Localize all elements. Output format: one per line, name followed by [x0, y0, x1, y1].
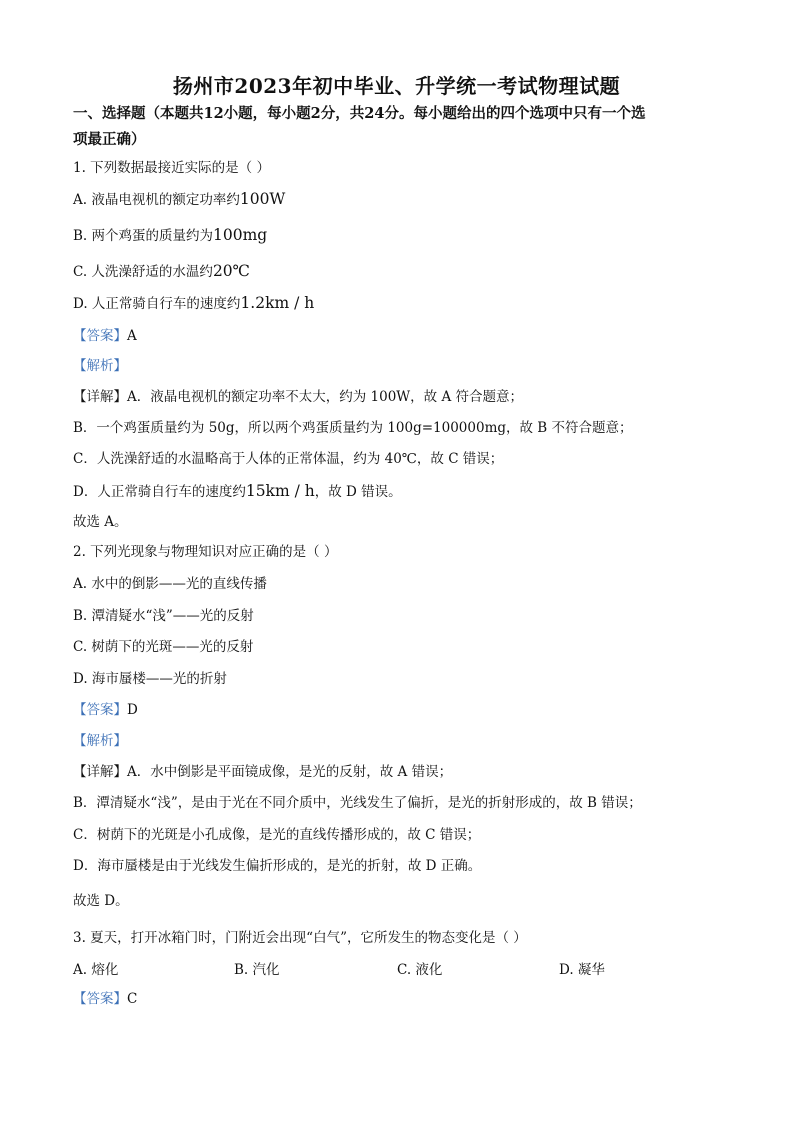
q1-option-b-text: B. 两个鸡蛋的质量约为 [73, 228, 214, 244]
q2-detail-a-text: A．水中倒影是平面镜成像，是光的反射，故 A 错误； [127, 764, 453, 780]
q3-option-a: A. 熔化 [73, 962, 119, 978]
section-heading-line2: 项最正确） [73, 131, 146, 148]
q1-detail-c: C．人洗澡舒适的水温略高于人体的正常体温，约为 40℃，故 C 错误； [73, 451, 504, 467]
q1-detail-tag: 【详解】 [73, 389, 127, 405]
q1-option-d-text: D. 人正常骑自行车的速度约 [73, 296, 241, 312]
q2-answer-tag: 【答案】 [73, 702, 127, 718]
q1-option-d [73, 293, 314, 314]
q3-answer-tag: 【答案】 [73, 991, 127, 1007]
q1-option-a-text: A. 液晶电视机的额定功率约 [73, 192, 240, 208]
section-heading-line1: 一、选择题（本题共12小题，每小题2分，共24分。每小题给出的四个选项中只有一个选 [73, 105, 646, 122]
q3-options [73, 958, 773, 978]
q1-answer-tag: 【答案】 [73, 328, 127, 344]
q1-answer-value: A [127, 328, 137, 344]
q3-answer [73, 989, 137, 1009]
q3-answer-value: C [127, 991, 138, 1007]
q1-detail-a [73, 387, 523, 407]
q2-stem: 2. 下列光现象与物理知识对应正确的是（ ） [73, 544, 338, 560]
q1-answer [73, 326, 137, 346]
q1-option-b-value: 100mg [213, 226, 268, 244]
q2-option-d: D. 海市蜃楼——光的折射 [73, 671, 227, 687]
q2-option-a: A. 水中的倒影——光的直线传播 [73, 576, 267, 592]
q1-detail-d-value: 15km / h [245, 482, 315, 500]
q1-option-a-value: 100W [239, 190, 286, 208]
q1-option-c [73, 261, 250, 282]
q1-conclusion: 故选 A。 [73, 514, 128, 530]
q2-option-c: C. 树荫下的光斑——光的反射 [73, 639, 254, 655]
q1-option-d-value: 1.2km / h [240, 294, 315, 312]
q1-detail-a-text: A．液晶电视机的额定功率不太大，约为 100W，故 A 符合题意； [127, 389, 524, 405]
q2-option-b: B. 潭清疑水“浅”——光的反射 [73, 608, 254, 624]
q1-analysis-tag: 【解析】 [73, 358, 127, 374]
q1-option-a [73, 189, 285, 210]
q2-detail-a [73, 762, 452, 782]
q1-detail-d [73, 481, 402, 502]
q1-detail-b: B．一个鸡蛋质量约为 50g，所以两个鸡蛋质量约为 100g=100000mg，故 B 不符合题意； [73, 420, 633, 436]
q1-detail-d-pre: D．人正常骑自行车的速度约 [73, 484, 246, 500]
q2-conclusion: 故选 D。 [73, 893, 129, 909]
q2-detail-b: B．潭清疑水“浅”，是由于光在不同介质中，光线发生了偏折，是光的折射形成的，故 B 错误； [73, 795, 642, 811]
q3-option-d: D. 凝华 [559, 962, 605, 978]
q2-analysis-tag: 【解析】 [73, 733, 127, 749]
q2-answer-value: D [127, 702, 138, 718]
q2-detail-d: D．海市蜃楼是由于光线发生偏折形成的，是光的折射，故 D 正确。 [73, 858, 482, 874]
q3-option-b: B. 汽化 [234, 962, 280, 978]
q3-stem: 3. 夏天，打开冰箱门时，门附近会出现“白气”，它所发生的物态变化是（ ） [73, 930, 527, 946]
q3-option-c: C. 液化 [397, 962, 443, 978]
page-title: 扬州市2023年初中毕业、升学统一考试物理试题 [172, 74, 621, 98]
q1-option-c-text: C. 人洗澡舒适的水温约 [73, 264, 213, 280]
q1-option-b [73, 225, 267, 246]
q2-answer [73, 700, 138, 720]
q1-detail-d-post: ，故 D 错误。 [314, 484, 402, 500]
q1-option-c-value: 20℃ [212, 262, 250, 280]
q2-detail-tag: 【详解】 [73, 764, 127, 780]
q2-detail-c: C．树荫下的光斑是小孔成像，是光的直线传播形成的，故 C 错误； [73, 827, 481, 843]
q1-stem: 1. 下列数据最接近实际的是（ ） [73, 160, 270, 176]
